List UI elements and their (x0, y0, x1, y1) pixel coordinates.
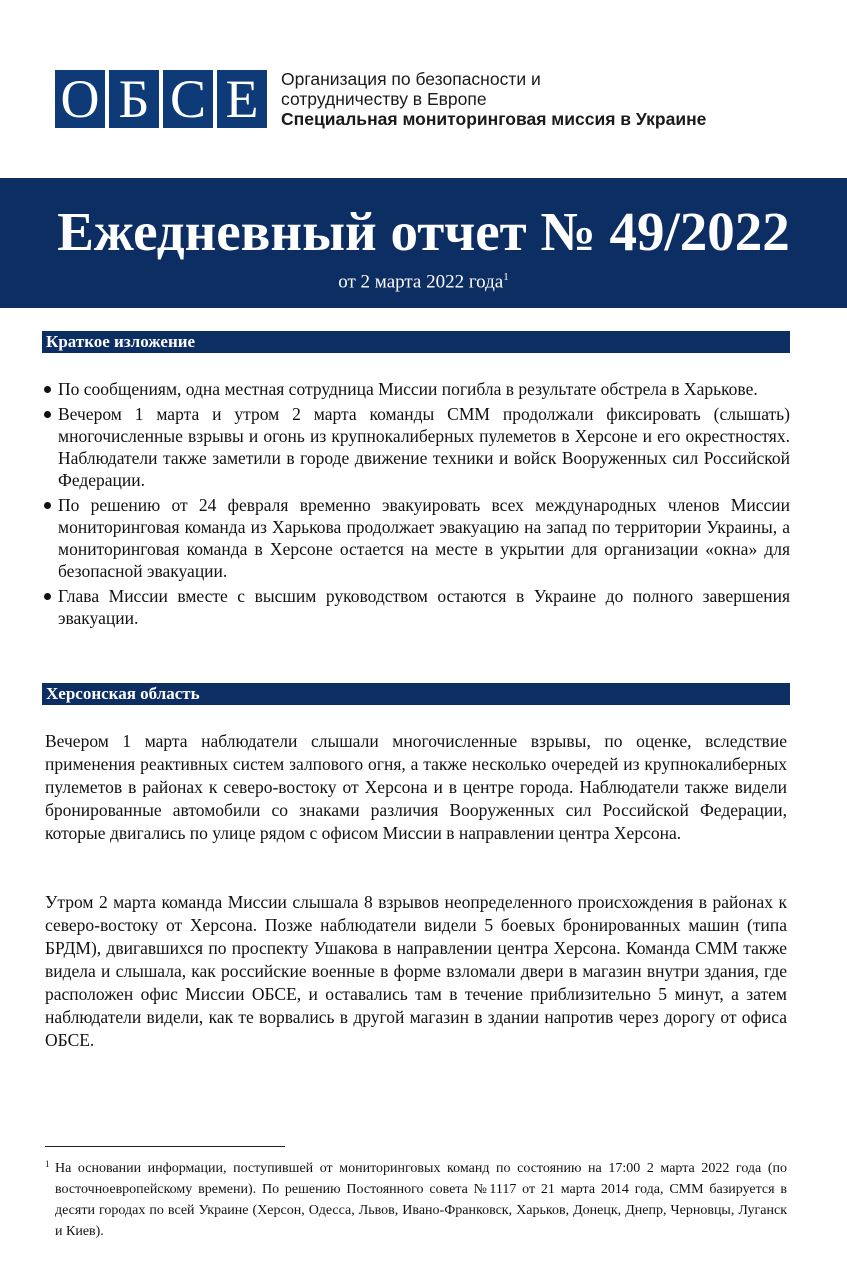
list-item: Вечером 1 марта и утром 2 марта команды СММ продолжали фиксировать (слышать) многочисленные взрывы и огонь из крупнокалиберных пулеметов в Херсоне и его окрестностях. Наблюдатели также заметили в городе движение техники и войск Вооруженных сил Российской Федерации. (42, 403, 790, 491)
report-date (0, 266, 847, 293)
kherson-paragraph-2: Утром 2 марта команда Миссии слышала 8 взрывов неопределенного происхождения в районах к северо-востоку от Херсона. Позже наблюдатели видели 5 боевых бронированных машин (типа БРДМ), двигавшихся по проспекту Ушакова в направлении центра Херсона. Команда СММ также видела и слышала, как российские военные в форме взломали двери в магазин внутри здания, где расположен офис Миссии ОБСЕ, и оставались там в течение приблизительно 5 минут, а затем наблюдатели видели, как те ворвались в другой магазин в здании напротив через дорогу от офиса ОБСЕ. (45, 892, 787, 1050)
organization-name (281, 69, 706, 129)
footnote (45, 1158, 787, 1242)
logo-letter: С (163, 70, 213, 128)
org-line-2: сотрудничеству в Европе (281, 89, 487, 109)
footnote-text: На основании информации, поступившей от мониторинговых команд по состоянию на 17:00 2 марта 2022 года (по восточноевропейскому времени). По решению Постоянного совета №1117 от 21 марта 2014 года, СММ базируется в десяти городах по всей Украине (Херсон, Одесса, Львов, Ивано-Франковск, Харьков, Донецк, Днепр, Черновцы, Луганск и Киев). (55, 1161, 787, 1239)
osce-logo (55, 70, 267, 128)
footnote-mark: 1 (45, 1159, 50, 1169)
logo-letter: О (55, 70, 105, 128)
report-title: Ежедневный отчет № 49/2022 (57, 201, 790, 262)
title-banner (0, 178, 847, 308)
mission-name: Специальная мониторинговая миссия в Украине (281, 109, 707, 129)
org-line-1: Организация по безопасности и (281, 69, 541, 89)
report-date-text: от 2 марта 2022 года (338, 271, 504, 293)
list-item: По сообщениям, одна местная сотрудница Миссии погибла в результате обстрела в Харькове. (42, 378, 790, 400)
logo-letter: Е (217, 70, 267, 128)
summary-list (42, 378, 790, 632)
kherson-paragraph-1: Вечером 1 марта наблюдатели слышали многочисленные взрывы, по оценке, вследствие применения реактивных систем залпового огня, а также несколько очередей из крупнокалиберных пулеметов в районах к северо-востоку от Херсона и в центре города. Наблюдатели также видели бронированные автомобили со знаками различия Вооруженных сил Российской Федерации, которые двигались по улице рядом с офисом Миссии в направлении центра Херсона. (45, 731, 787, 843)
footnote-ref: 1 (503, 271, 509, 283)
osce-header (55, 70, 706, 128)
footnote-divider (45, 1146, 285, 1147)
kherson-heading: Херсонская область (42, 683, 790, 705)
list-item: Глава Миссии вместе с высшим руководством остаются в Украине до полного завершения эвакуации. (42, 585, 790, 629)
summary-heading: Краткое изложение (42, 331, 790, 353)
list-item: По решению от 24 февраля временно эвакуировать всех международных членов Миссии мониторинговая команда из Харькова продолжает эвакуацию на запад по территории Украины, а мониторинговая команда в Херсоне остается на месте в укрытии для организации «окна» для безопасной эвакуации. (42, 494, 790, 582)
logo-letter: Б (109, 70, 159, 128)
